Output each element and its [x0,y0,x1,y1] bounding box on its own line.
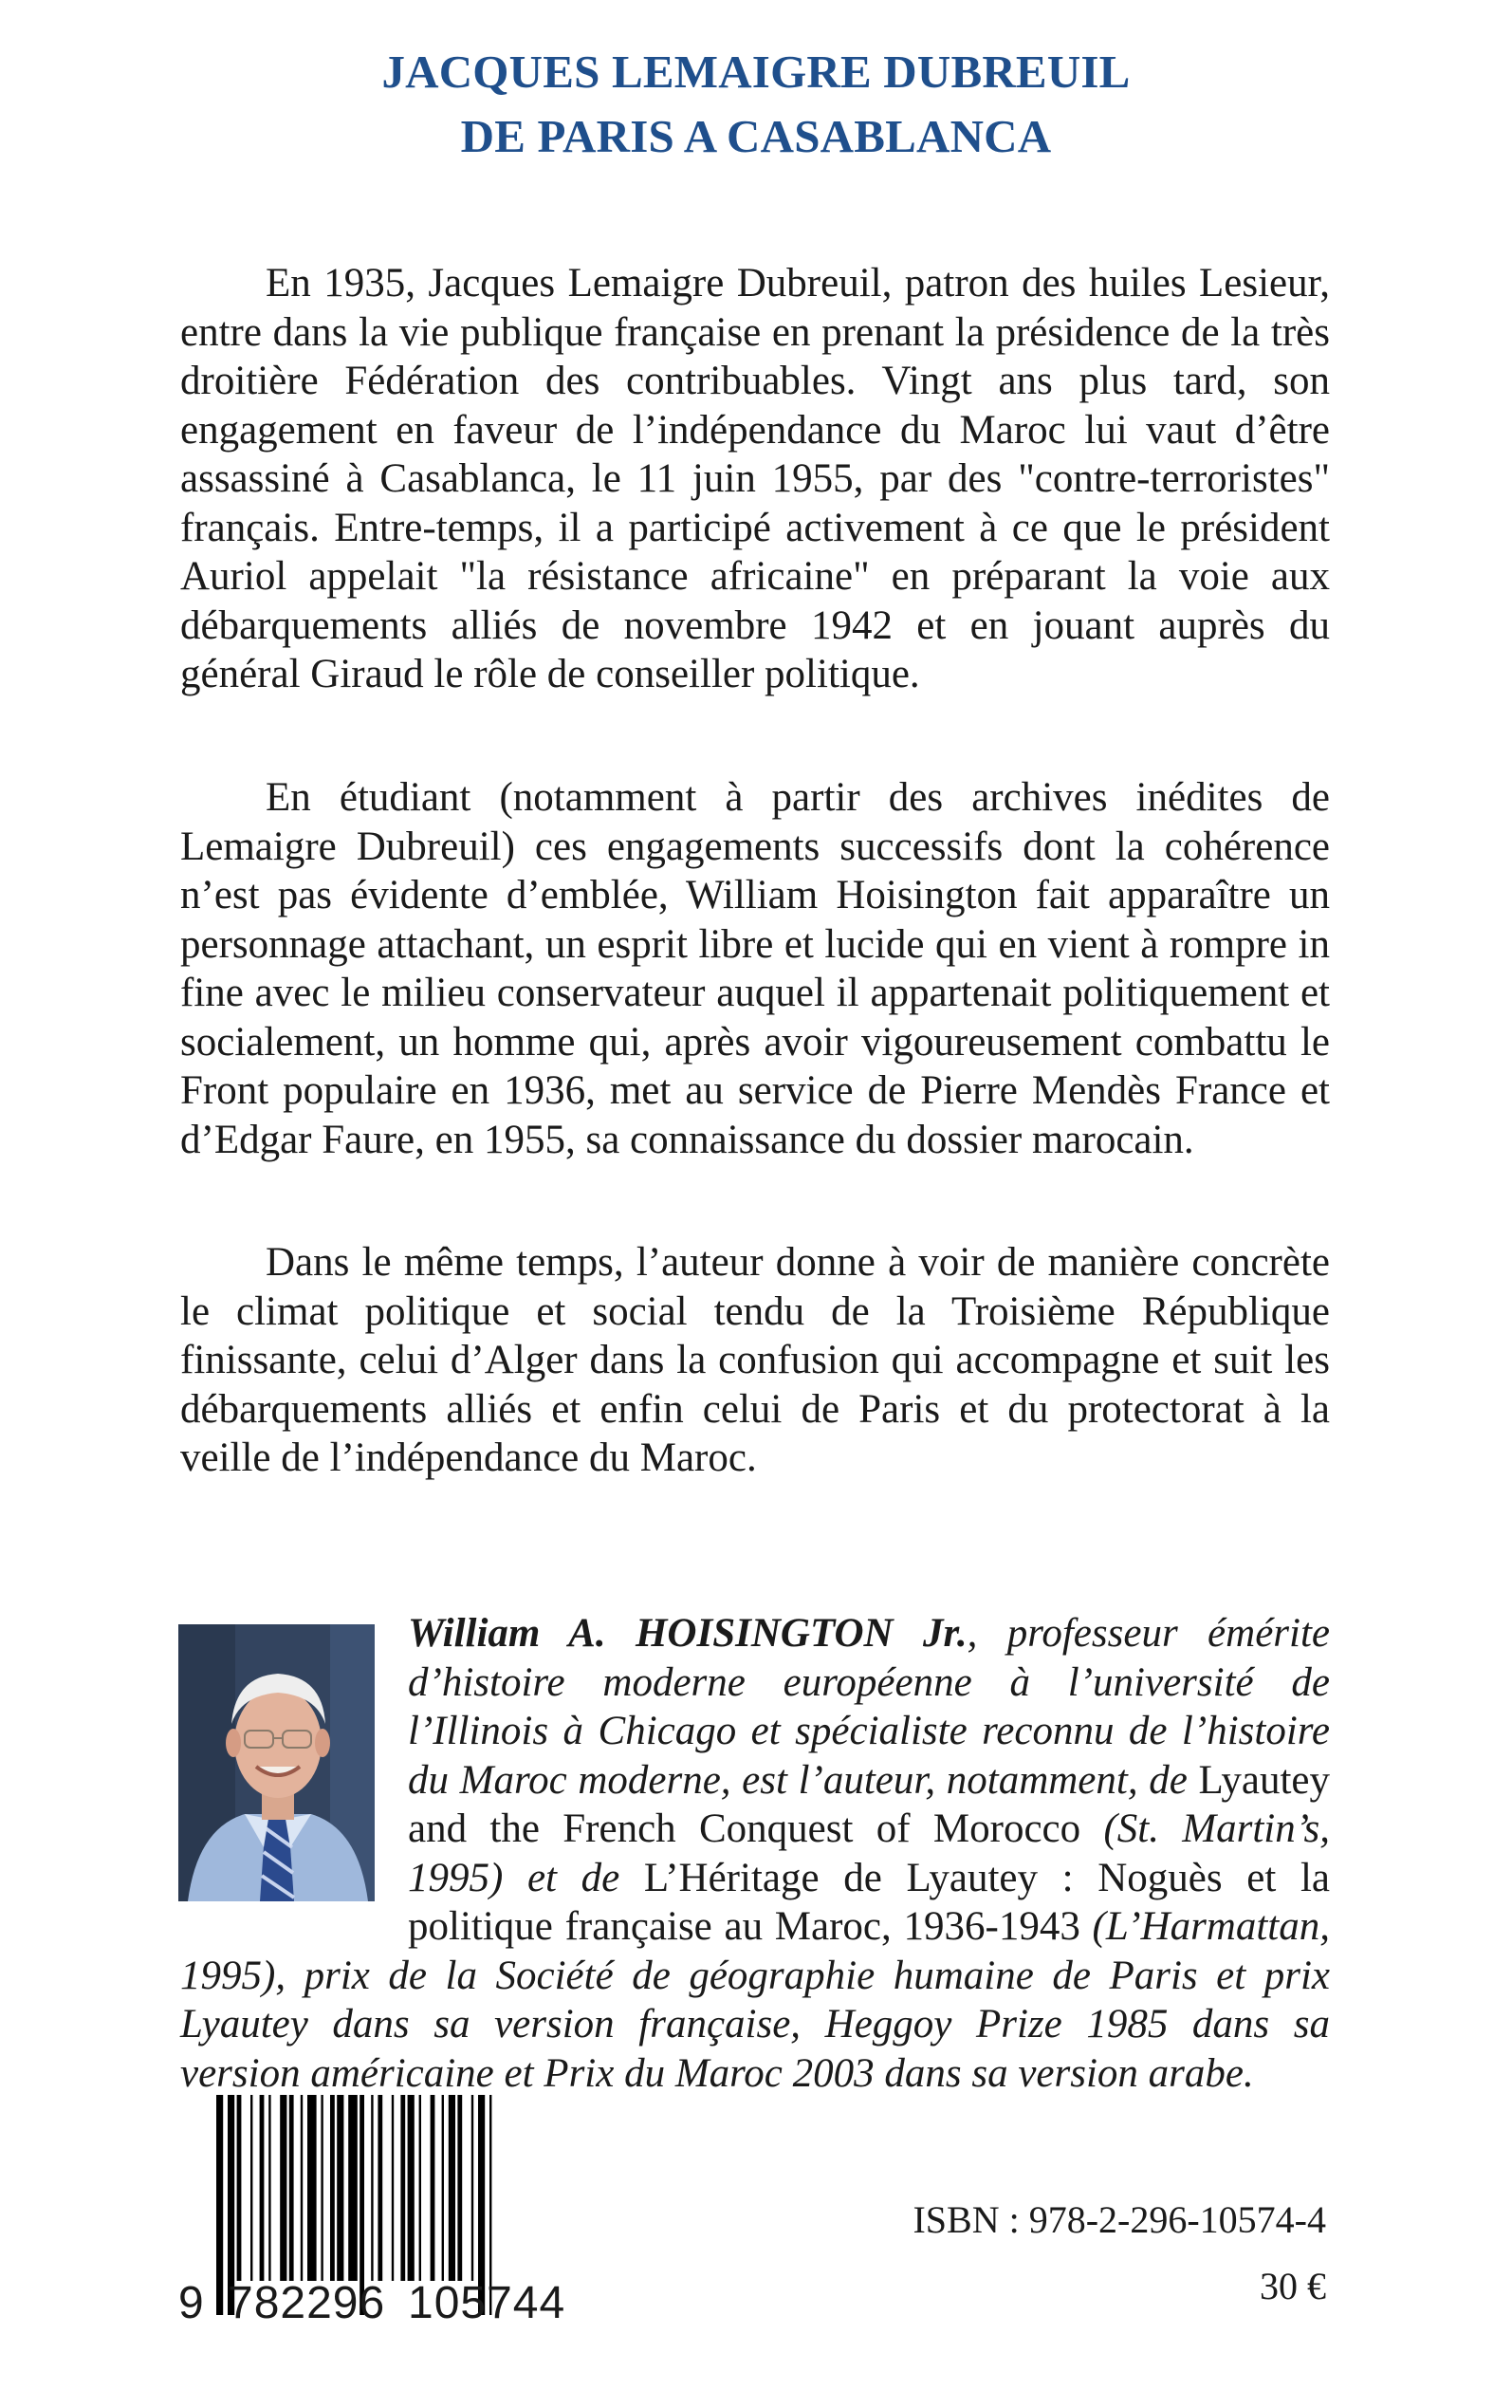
barcode-bar [392,2095,394,2281]
author-biography [180,1609,1330,2098]
author-bio-part-2: (St. Martin’s, 1995) et de [408,1806,1330,1900]
barcode-digit-group-2: 105744 [408,2278,566,2328]
isbn-number: ISBN : 978-2-296-10574-4 [913,2198,1326,2241]
author-bio-part-3: (L’Harmattan, 1995), prix de la Société de géographie humaine de Paris et prix Lyautey dans sa version française, Heggoy Prize 1985 dans sa version américaine et Prix du Maroc 2003 dans sa version arabe. [180,1904,1330,2096]
book-title-2: L’Héritage de Lyautey : Noguès et la politique française au Maroc, 1936-1943 [408,1855,1330,1949]
barcode-bar [280,2095,286,2281]
author-name: William A. HOISINGTON Jr. [408,1611,968,1656]
barcode-bar [250,2095,252,2281]
barcode-digit-first: 9 [178,2278,205,2328]
book-title-1: Lyautey and the French Conquest of Morocco [408,1757,1330,1851]
barcode-bar [378,2095,382,2281]
barcode-bar [216,2095,223,2315]
barcode-bar [400,2095,405,2281]
barcode-bar [330,2095,335,2281]
barcode-bar [301,2095,303,2281]
barcode-bar [449,2095,455,2281]
barcode-bar [419,2095,421,2281]
summary-paragraph-1: En 1935, Jacques Lemaigre Dubreuil, patron des huiles Lesieur, entre dans la vie publique française en prenant la présidence de la très droitière Fédération des contribuables. Vingt ans plus tard, son engagement en faveur de l’indépendance du Maroc lui vaut d’être assassiné à Casablanca, le 11 juin 1955, par des "contre-terroristes" français. Entre-temps, il a participé activement à ce que le président Auriol appelait "la résistance africaine" en préparant la voie aux débarquements alliés de novembre 1942 et en jouant auprès du général Giraud le rôle de conseiller politique. [180,261,1330,696]
barcode-bar [321,2095,323,2281]
summary-paragraph-3: Dans le même temps, l’auteur donne à voir de manière concrète le climat politique et social tendu de la Troisième République finissante, celui d’Alger dans la confusion qui accompagne et suit les débarquements alliés et enfin celui de Paris et du protectorat à la veille de l’indépendance du Maroc. [180,1240,1330,1480]
barcode-bar [442,2095,444,2281]
barcode-bar [408,2095,415,2281]
barcode-bar [289,2095,294,2281]
barcode-bar [268,2095,270,2281]
barcode-bar [471,2095,473,2281]
barcode-bar [457,2095,462,2281]
barcode-bar [307,2095,317,2281]
book-title [0,40,1512,169]
barcode-bar [348,2095,358,2281]
barcode-digit-group-1: 782296 [228,2278,386,2328]
barcode-bar [260,2095,265,2281]
barcode-bar [431,2095,435,2281]
barcode-bar [237,2095,242,2281]
barcode-bar [337,2095,343,2281]
summary-paragraph-2: En étudiant (notamment à partir des archives inédites de Lemaigre Dubreuil) ces engagements successifs dont la cohérence n’est pas évidente d’emblée, William Hoisington fait apparaître un personnage attachant, un esprit libre et lucide qui en vient à rompre in fine avec le milieu conservateur auquel il appartenait politiquement et socialement, un homme qui, après avoir vigoureusement combattu le Front populaire en 1936, met au service de Pierre Mendès France et d’Edgar Faure, en 1955, sa connaissance du dossier marocain. [180,775,1330,1162]
price: 30 € [1260,2265,1326,2307]
barcode-bar [371,2095,373,2281]
title-line-1: JACQUES LEMAIGRE DUBREUIL [381,46,1131,98]
title-line-2: DE PARIS A CASABLANCA [460,110,1052,162]
author-bio-part-1: , professeur émérite d’histoire moderne européenne à l’université de l’Illinois à Chicago et spécialiste reconnu de l’histoire du Maroc moderne, est l’auteur, notamment, de [408,1611,1330,1803]
